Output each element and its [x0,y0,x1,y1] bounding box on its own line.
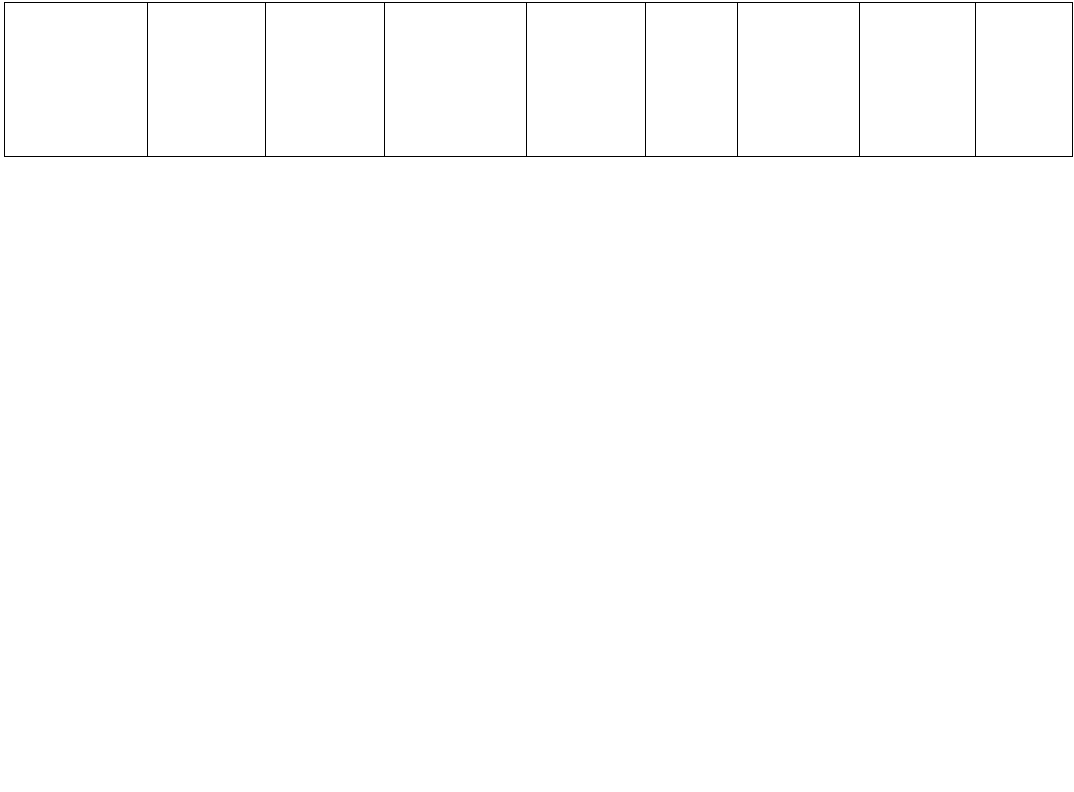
header-max-thickness [859,3,976,157]
header-drill-diameter [384,3,527,157]
header-anchor-length [645,3,737,157]
header-min-drill-depth [738,3,860,157]
header-effective-depth [527,3,646,157]
header-slot [976,3,1073,157]
anchor-spec-table [4,2,1073,157]
header-stainless-article [266,3,385,157]
header-name [5,3,148,157]
table-header-row [5,3,1073,157]
header-galvanized-article [147,3,266,157]
